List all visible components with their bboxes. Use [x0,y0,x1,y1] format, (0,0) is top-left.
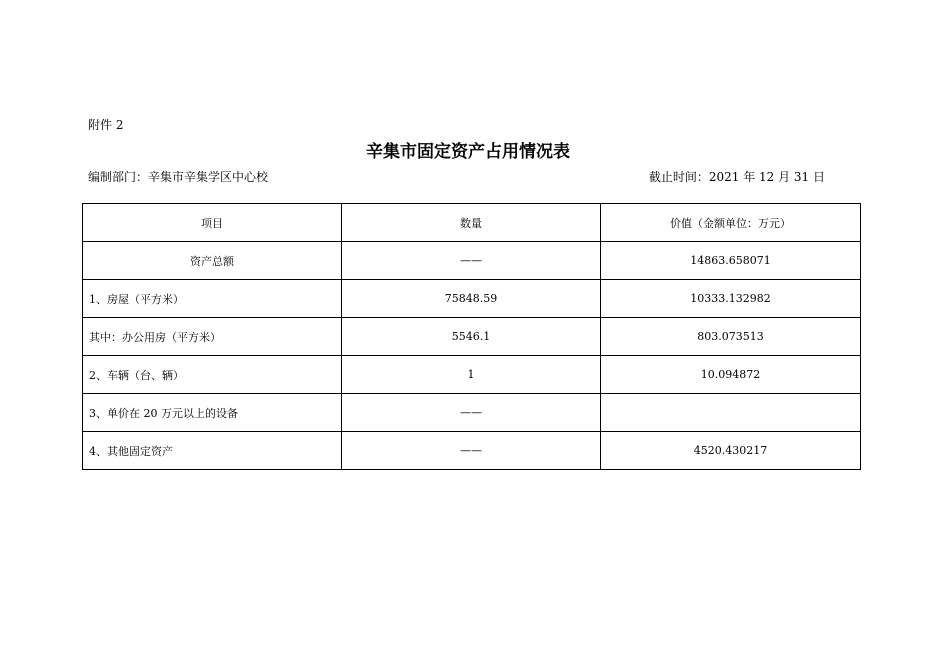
table-row [83,356,861,394]
row-item: 2、车辆（台、辆） [83,356,342,394]
row-item: 1、房屋（平方米） [83,280,342,318]
as-of-date: 截止时间：2021 年 12 月 31 日 [648,170,825,184]
row-item: 资产总额 [83,242,342,280]
fixed-assets-table [82,203,861,470]
row-item: 3、单价在 20 万元以上的设备 [83,394,342,432]
table-row [83,280,861,318]
table-row [83,394,861,432]
row-value: 10.094872 [601,356,861,394]
header-quantity: 数量 [342,204,601,242]
row-quantity: —— [342,432,601,470]
row-value [601,394,861,432]
row-quantity: 5546.1 [342,318,601,356]
row-value: 803.073513 [601,318,861,356]
header-item: 项目 [83,204,342,242]
table-row [83,432,861,470]
header-value: 价值（金额单位：万元） [601,204,861,242]
row-item: 4、其他固定资产 [83,432,342,470]
table-header-row [83,204,861,242]
row-value: 10333.132982 [601,280,861,318]
row-quantity: —— [342,394,601,432]
row-quantity: 75848.59 [342,280,601,318]
row-value: 14863.658071 [601,242,861,280]
department-label: 编制部门：辛集市辛集学区中心校 [88,170,269,184]
table-row [83,318,861,356]
table-row [83,242,861,280]
row-value: 4520.430217 [601,432,861,470]
row-quantity: —— [342,242,601,280]
page-title: 辛集市固定资产占用情况表 [366,142,570,162]
row-quantity: 1 [342,356,601,394]
row-item: 其中：办公用房（平方米） [83,318,342,356]
attachment-label: 附件 2 [88,118,124,132]
